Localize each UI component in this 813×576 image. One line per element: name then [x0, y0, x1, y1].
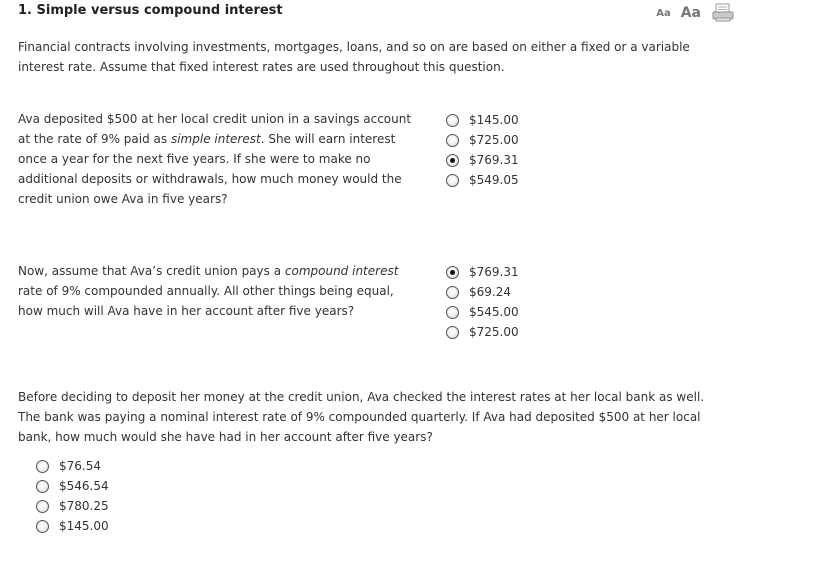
radio-button[interactable]: [446, 266, 459, 279]
answer-option[interactable]: $546.54: [36, 476, 109, 496]
intro-line: interest rate. Assume that fixed interest rates are used throughout this question.: [18, 60, 505, 74]
increase-font-button[interactable]: Aa: [680, 5, 701, 21]
answer-option[interactable]: $769.31: [446, 150, 519, 170]
question3-options: [36, 456, 109, 536]
radio-button[interactable]: [446, 154, 459, 167]
answer-option[interactable]: $549.05: [446, 170, 519, 190]
toolbar: [656, 2, 735, 24]
radio-button[interactable]: [36, 500, 49, 513]
radio-button[interactable]: [36, 460, 49, 473]
radio-button[interactable]: [446, 114, 459, 127]
answer-option[interactable]: $769.31: [446, 262, 519, 282]
question2-options: [446, 262, 519, 342]
radio-button[interactable]: [446, 174, 459, 187]
answer-option[interactable]: $145.00: [36, 516, 109, 536]
print-icon[interactable]: [711, 3, 735, 23]
question1-line: credit union owe Ava in five years?: [18, 192, 228, 206]
answer-option[interactable]: $76.54: [36, 456, 109, 476]
question1-line: additional deposits or withdrawals, how much money would the: [18, 172, 402, 186]
answer-option[interactable]: $725.00: [446, 322, 519, 342]
question3-line: bank, how much would she have had in her account after five years?: [18, 430, 433, 444]
question3-line: Before deciding to deposit her money at the credit union, Ava checked the interest rates at her local bank as well.: [18, 390, 705, 404]
question2-line: rate of 9% compounded annually. All other things being equal,: [18, 284, 394, 298]
question1-line: once a year for the next five years. If she were to make no: [18, 152, 371, 166]
question-title: 1. Simple versus compound interest: [18, 3, 283, 18]
radio-button[interactable]: [36, 480, 49, 493]
answer-option[interactable]: $545.00: [446, 302, 519, 322]
answer-option[interactable]: $780.25: [36, 496, 109, 516]
answer-option[interactable]: $725.00: [446, 130, 519, 150]
compound-interest-term: compound interest: [284, 264, 399, 278]
answer-option[interactable]: $145.00: [446, 110, 519, 130]
radio-button[interactable]: [446, 306, 459, 319]
decrease-font-button[interactable]: Aa: [656, 8, 671, 19]
radio-button[interactable]: [36, 520, 49, 533]
question1-line: Ava deposited $500 at her local credit union in a savings account: [18, 112, 412, 126]
question2-line: Now, assume that Ava’s credit union pays a compound interest: [18, 264, 399, 278]
question1-line: at the rate of 9% paid as simple interest. She will earn interest: [18, 132, 396, 146]
question2-line: how much will Ava have in her account after five years?: [18, 304, 355, 318]
intro-line: Financial contracts involving investments, mortgages, loans, and so on are based on either a fixed or a variable: [18, 40, 690, 54]
question3-line: The bank was paying a nominal interest rate of 9% compounded quarterly. If Ava had deposited $500 at her local: [18, 410, 701, 424]
question1-options: [446, 110, 519, 190]
radio-button[interactable]: [446, 134, 459, 147]
radio-button[interactable]: [446, 286, 459, 299]
intro-paragraph: [18, 37, 718, 77]
simple-interest-term: simple interest: [170, 132, 261, 146]
answer-option[interactable]: $69.24: [446, 282, 519, 302]
question3-text: [18, 387, 728, 447]
radio-button[interactable]: [446, 326, 459, 339]
question2-text: [18, 261, 428, 321]
question1-text: [18, 109, 428, 209]
